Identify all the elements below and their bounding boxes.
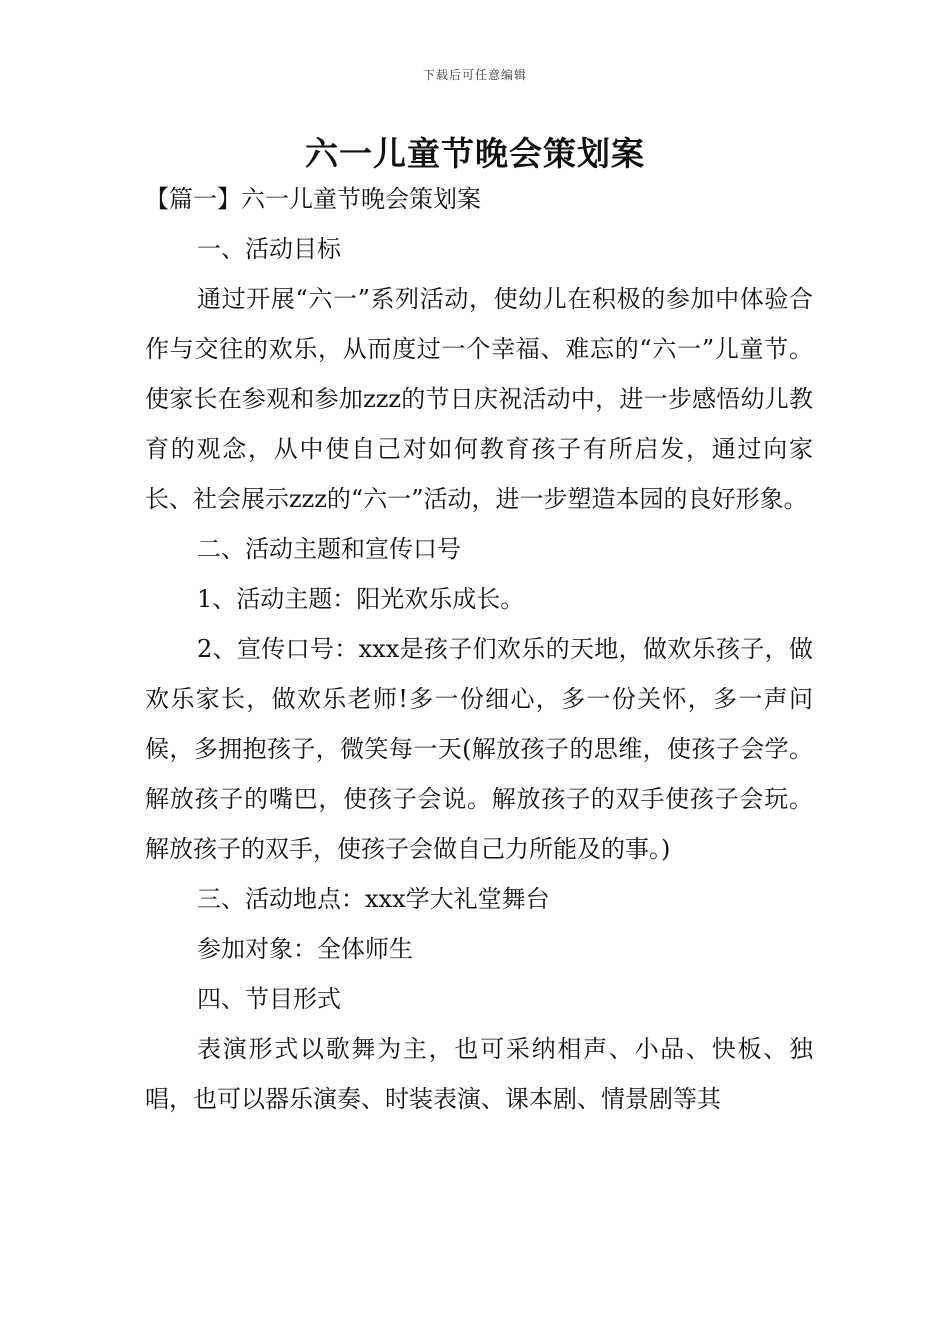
heading-program-format: 四、节目形式 bbox=[197, 985, 341, 1013]
heading-theme-slogan: 二、活动主题和宣传口号 bbox=[197, 535, 461, 563]
section-heading: 【篇一】六一儿童节晚会策划案 bbox=[145, 185, 481, 213]
paragraph-activity-goal: 通过开展“六一”系列活动，使幼儿在积极的参加中体验合作与交往的欢乐，从而度过一个幸福、难忘的“六一”儿童节。使家长在参观和参加zzz的节日庆祝活动中，进一步感悟幼儿教育的观念，从中使自己对如何教育孩子有所启发，通过向家长、社会展示zzz的“六一”活动，进一步塑造本园的良好形象。 bbox=[145, 285, 813, 513]
heading-activity-goal: 一、活动目标 bbox=[197, 235, 341, 263]
paragraph-participants: 参加对象：全体师生 bbox=[197, 935, 413, 963]
document-body bbox=[145, 174, 813, 1124]
paragraph-location: 三、活动地点：xxx学大礼堂舞台 bbox=[197, 885, 550, 913]
paragraph-slogan: 2、宣传口号：xxx是孩子们欢乐的天地，做欢乐孩子，做欢乐家长，做欢乐老师!多一份细心，多一份关怀，多一声问候，多拥抱孩子，微笑每一天(解放孩子的思维，使孩子会学。解放孩子的嘴巴，使孩子会说。解放孩子的双手使孩子会玩。解放孩子的双手，使孩子会做自己力所能及的事。) bbox=[145, 635, 813, 863]
paragraph-theme: 1、活动主题：阳光欢乐成长。 bbox=[197, 585, 525, 613]
header-note: 下载后可任意编辑 bbox=[422, 68, 527, 82]
paragraph-program-format: 表演形式以歌舞为主，也可采纳相声、小品、快板、独唱，也可以器乐演奏、时装表演、课本剧、情景剧等其 bbox=[145, 1035, 813, 1113]
document-title: 六一儿童节晚会策划案 bbox=[305, 134, 645, 173]
